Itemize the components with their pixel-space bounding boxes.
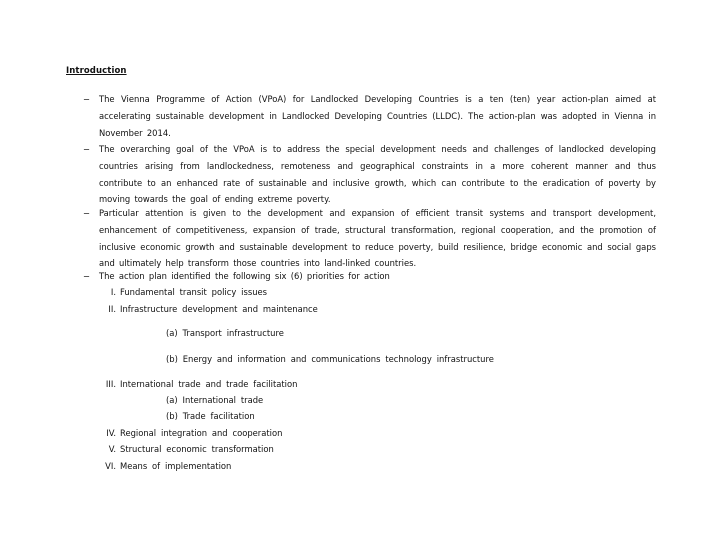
- bullet-text: Particular attention is given to the development and expansion of efficient transit systems and transport development, enhancement of competitiveness, expansion of trade, structural transformation, regional cooperation, and the promotion of inclusive economic growth and sustainable development to reduce poverty, build resilience, bridge economic and social gaps and ultimately help transform those countries into land-linked countries.: [99, 208, 656, 269]
- priority-number: III.: [105, 379, 116, 389]
- priority-label: Structural economic transformation: [120, 444, 274, 454]
- section-heading: Introduction: [66, 66, 127, 76]
- priority-label: Means of implementation: [120, 461, 232, 471]
- priority-label: Infrastructure development and maintenance: [120, 304, 318, 314]
- priority-label: Fundamental transit policy issues: [120, 287, 268, 297]
- priority-number: IV.: [106, 428, 116, 438]
- bullet-item: [66, 205, 656, 273]
- bullet-item: [66, 141, 656, 209]
- sub-item: (a) International trade: [166, 395, 264, 405]
- bullet-dash: −: [83, 271, 91, 281]
- priority-label: International trade and trade facilitation: [120, 379, 298, 389]
- priority-label: Regional integration and cooperation: [120, 428, 283, 438]
- priority-number: V.: [108, 444, 116, 454]
- bullet-item: [66, 91, 656, 142]
- bullet-item: [66, 268, 656, 285]
- bullet-dash: −: [83, 144, 91, 154]
- bullet-text: The Vienna Programme of Action (VPoA) for Landlocked Developing Countries is a ten (ten) year action-plan aimed at accelerating sustainable development in Landlocked Developing Countries (LLDC). The action-plan was adopted in Vienna in November 2014.: [99, 94, 656, 138]
- bullet-text: The action plan identified the following six (6) priorities for action: [99, 271, 390, 281]
- bullet-dash: −: [83, 94, 91, 104]
- bullet-dash: −: [83, 208, 91, 218]
- sub-item: (b) Energy and information and communications technology infrastructure: [166, 354, 494, 364]
- bullet-text: The overarching goal of the VPoA is to address the special development needs and challenges of landlocked developing countries arising from landlockedness, remoteness and geographical constraints in a more coherent manner and thus contribute to an enhanced rate of sustainable and inclusive growth, which can contribute to the eradication of poverty by moving towards the goal of ending extreme poverty.: [99, 144, 656, 205]
- priority-number: II.: [108, 304, 116, 314]
- sub-item: (b) Trade facilitation: [166, 411, 255, 421]
- priority-number: VI.: [105, 461, 116, 471]
- priority-number: I.: [110, 287, 116, 297]
- sub-item: (a) Transport infrastructure: [166, 328, 284, 338]
